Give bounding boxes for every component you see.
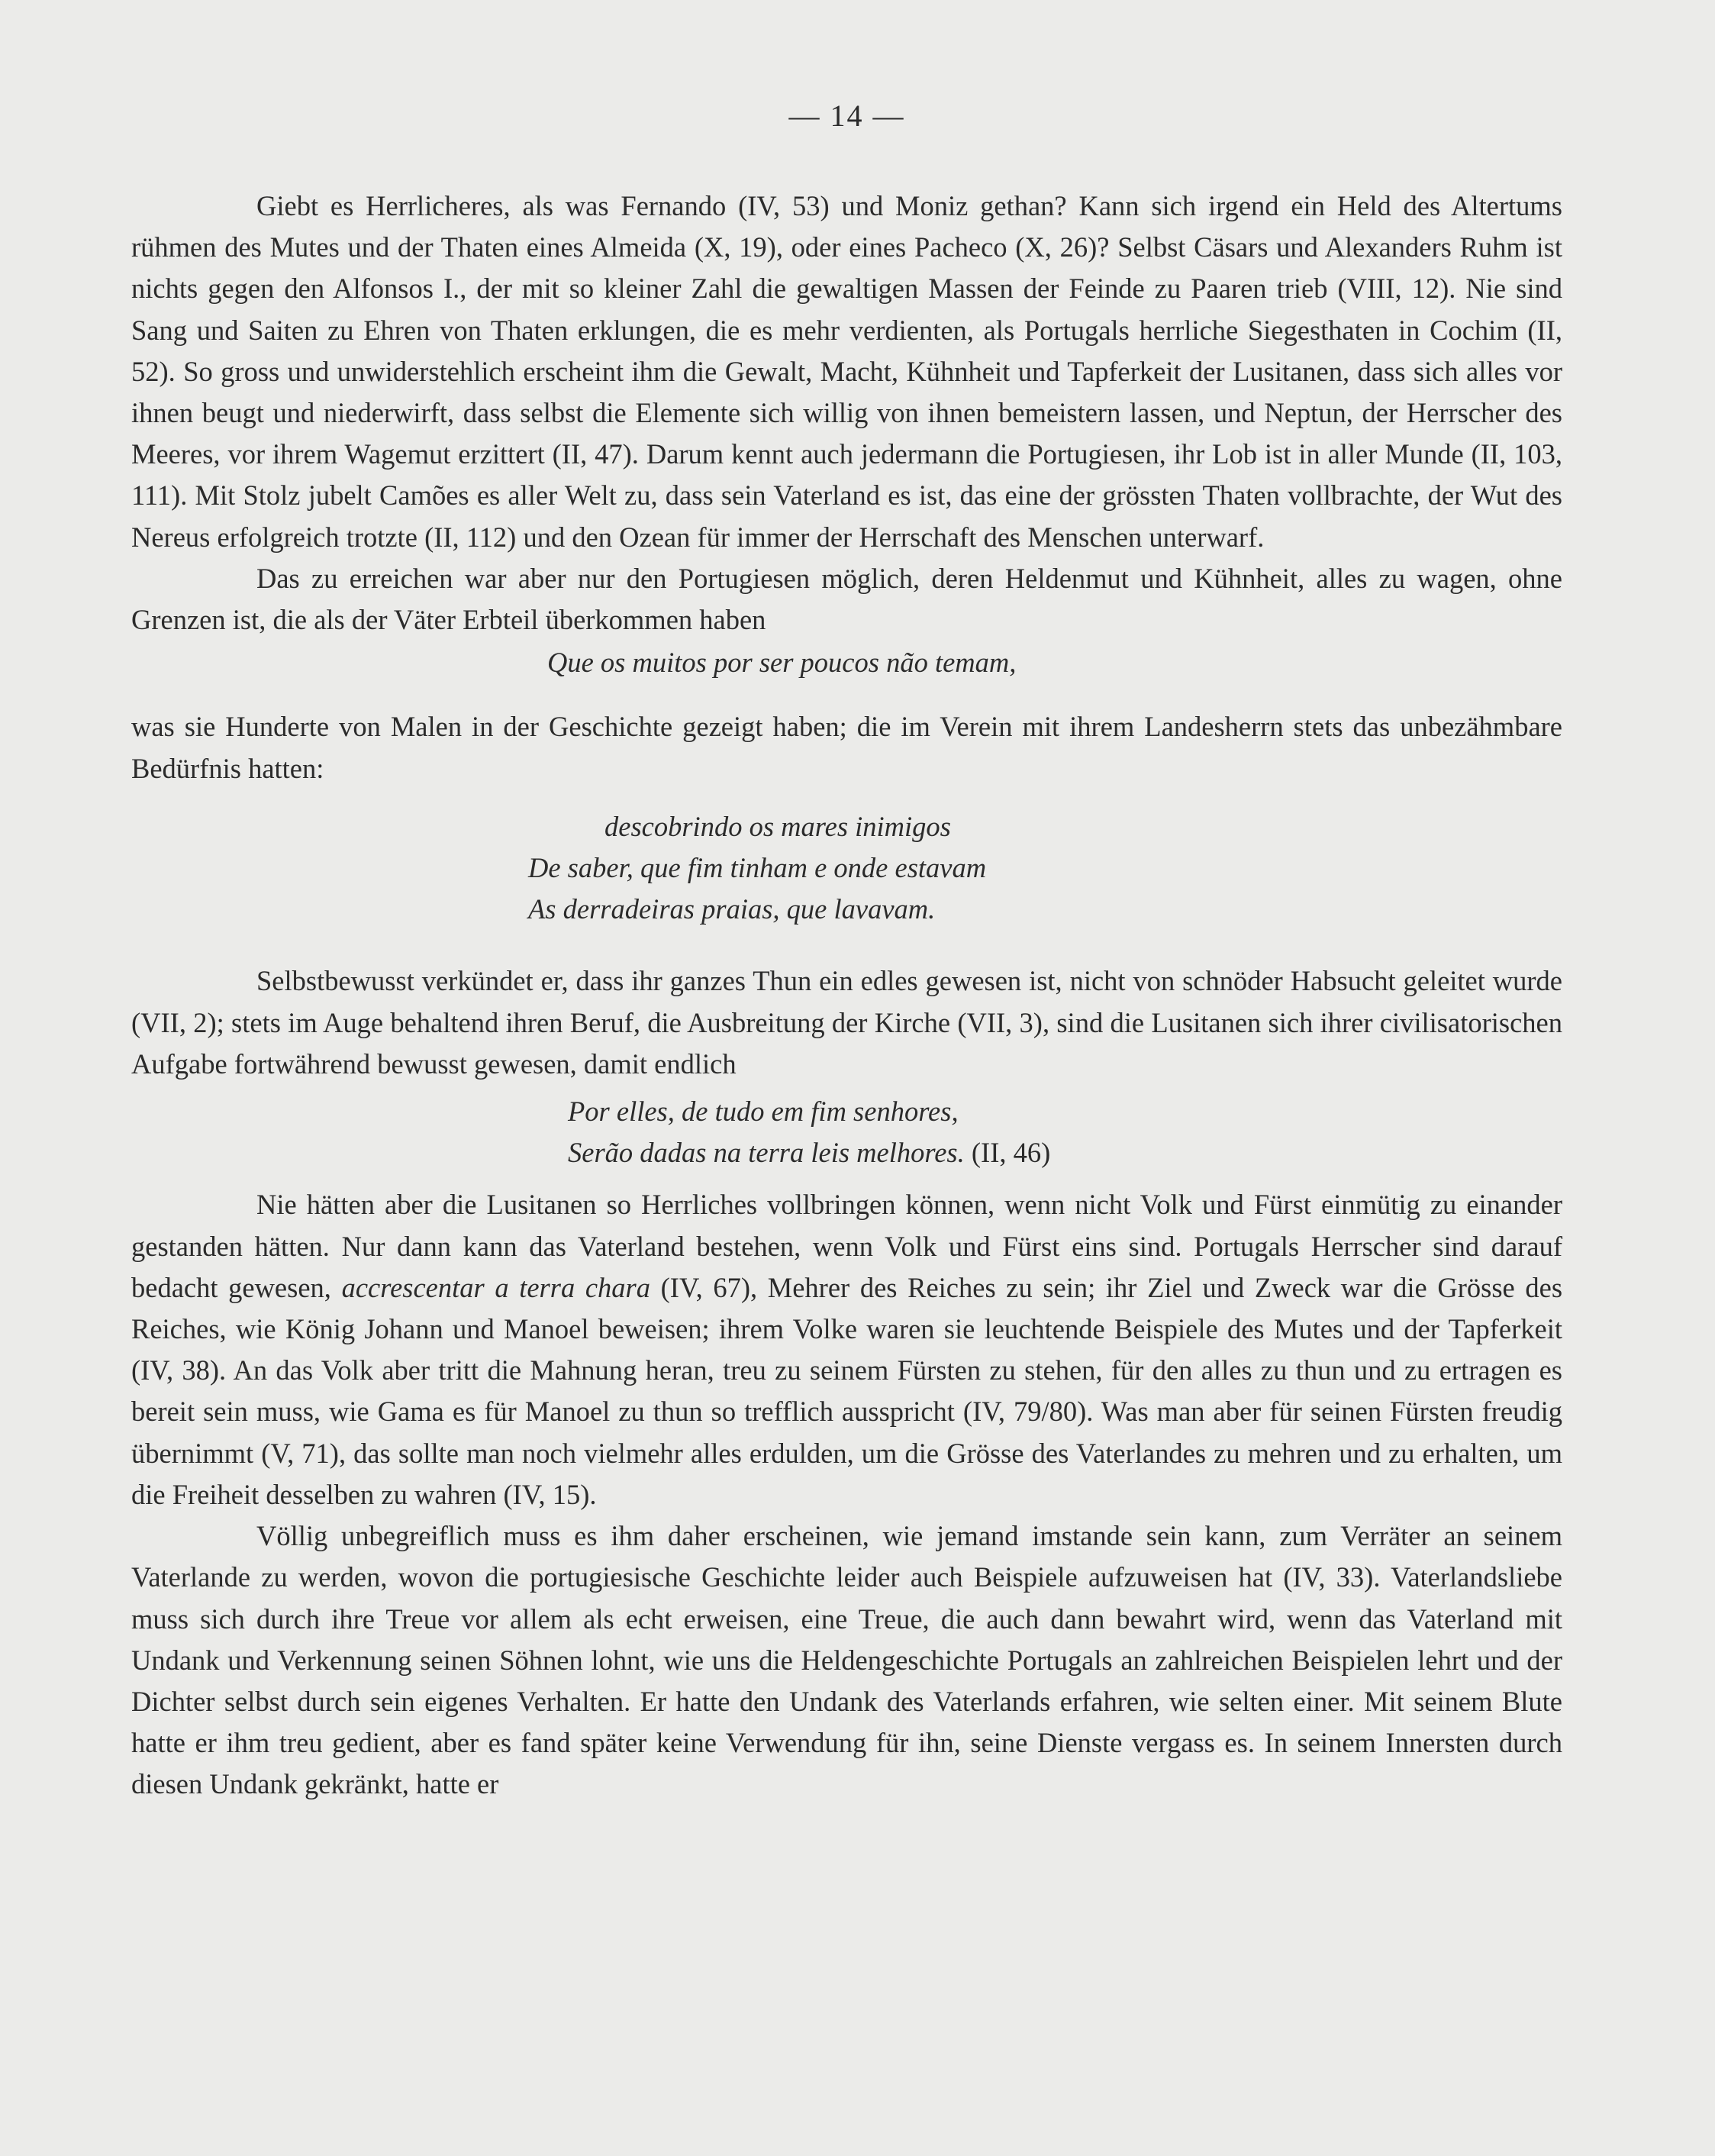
paragraph-6: Völlig unbegreiflich muss es ihm daher erscheinen, wie jemand imstande sein kann, zum Verräter an seinem Vaterlande zu werden, wovon die portugiesische Geschichte leider auch Beispiele aufzuweisen hat (IV, 33). Vaterlandsliebe muss sich durch ihre Treue vor allem als echt erweisen, eine Treue, die auch dann bewahrt wird, wenn das Vaterland mit Undank und Verkennung seinen Söhnen lohnt, wie uns die Heldengeschichte Portugals an zahlreichen Beispielen lehrt und der Dichter selbst durch sein eigenes Verhalten. Er hatte den Undank des Vaterlands erfahren, wie selten einer. Mit seinem Blute hatte er ihm treu gedient, aber es fand später keine Verwendung für ihn, seine Dienste vergass es. In seinem Innersten durch diesen Undank gekränkt, hatte er	[131, 1520, 1562, 1800]
verse-line: Que os muitos por ser poucos não temam,	[547, 647, 1017, 679]
verse-line: As derradeiras praias, que lavavam.	[528, 893, 936, 925]
verse-quote-2	[131, 806, 1562, 931]
verse-quote-3	[131, 1091, 1562, 1173]
paragraph-1: Giebt es Herrlicheres, als was Fernando (IV, 53) und Moniz gethan? Kann sich irgend ein Held des Altertums rühmen des Mutes und der Thaten eines Almeida (X, 19), oder eines Pacheco (X, 26)? Selbst Cäsars und Alexanders Ruhm ist nichts gegen den Alfonsos I., der mit so kleiner Zahl die gewaltigen Massen der Feinde zu Paaren trieb (VIII, 12). Nie sind Sang und Saiten zu Ehren von Thaten erklungen, die es mehr verdienten, als Portugals herrliche Siegesthaten in Cochim (II, 52). So gross und unwiderstehlich erscheint ihm die Gewalt, Macht, Kühnheit und Tapferkeit der Lusitanen, dass sich alles vor ihnen beugt und niederwirft, dass selbst die Elemente sich willig von ihnen bemeistern lassen, und Neptun, der Herrscher des Meeres, vor ihrem Wagemut erzittert (II, 47). Darum kennt auch jedermann die Portugiesen, ihr Lob ist in aller Munde (II, 103, 111). Mit Stolz jubelt Camões es aller Welt zu, dass sein Vaterland es ist, das eine der grössten Thaten vollbrachte, der Wut des Nereus erfolgreich trotzte (II, 112) und den Ozean für immer der Herrschaft des Menschen unterwarf.	[131, 190, 1562, 553]
verse-reference: (II, 46)	[971, 1137, 1051, 1169]
verse-line: Por elles, de tudo em fim senhores,	[568, 1096, 959, 1128]
verse-quote-1	[131, 642, 1562, 683]
paragraph-4: Selbstbewusst verkündet er, dass ihr ganzes Thun ein edles gewesen ist, nicht von schnöder Habsucht geleitet wurde (VII, 2); stets im Auge behaltend ihren Beruf, die Ausbreitung der Kirche (VII, 3), sind die Lusitanen sich ihrer civilisatorischen Aufgabe fortwährend bewusst gewesen, damit endlich	[131, 965, 1562, 1080]
paragraph-3: was sie Hunderte von Malen in der Geschichte gezeigt haben; die im Verein mit ihrem Landesherrn stets das unbezähmbare Bedürfnis hatten:	[131, 711, 1562, 784]
paragraph-5-part-a: Nie hätten aber die Lusitanen so Herrliches vollbringen können, wenn nicht Volk und Fürst einmütig zu einander gestanden hätten. Nur dann kann das Vaterland bestehen, wenn Volk und Fürst eins sind. Portugals Herrscher sind darauf bedacht gewesen,	[131, 1189, 1562, 1303]
page-number: — 14 —	[788, 98, 905, 133]
paragraph-5	[131, 1184, 1562, 1515]
verse-line-with-ref	[568, 1132, 1562, 1173]
verse-line: Serão dadas na terra leis melhores.	[568, 1137, 965, 1169]
paragraph-5-part-b: (IV, 67), Mehrer des Reiches zu sein; ihr Ziel und Zweck war die Grösse des Reiches, wie König Johann und Manoel beweisen; ihrem Volke waren sie leuchtende Beispiele des Mutes und der Tapferkeit (IV, 38). An das Volk aber tritt die Mahnung heran, treu zu seinem Fürsten zu stehen, für den alles zu thun und zu ertragen es bereit sein muss, wie Gama es für Manoel zu thun so trefflich ausspricht (IV, 79/80). Was man aber für seinen Fürsten freudig übernimmt (V, 71), das sollte man noch vielmehr alles erdulden, um die Grösse des Vaterlandes zu mehren und zu erhalten, um die Freiheit desselben zu wahren (IV, 15).	[131, 1271, 1563, 1510]
paragraph-5-italic: accrescentar a terra chara	[341, 1271, 651, 1303]
verse-line: De saber, que fim tinham e onde estavam	[528, 852, 987, 884]
paragraph-2: Das zu erreichen war aber nur den Portugiesen möglich, deren Heldenmut und Kühnheit, alles zu wagen, ohne Grenzen ist, die als der Väter Erbteil überkommen haben	[131, 562, 1562, 636]
verse-line: descobrindo os mares inimigos	[604, 810, 951, 842]
